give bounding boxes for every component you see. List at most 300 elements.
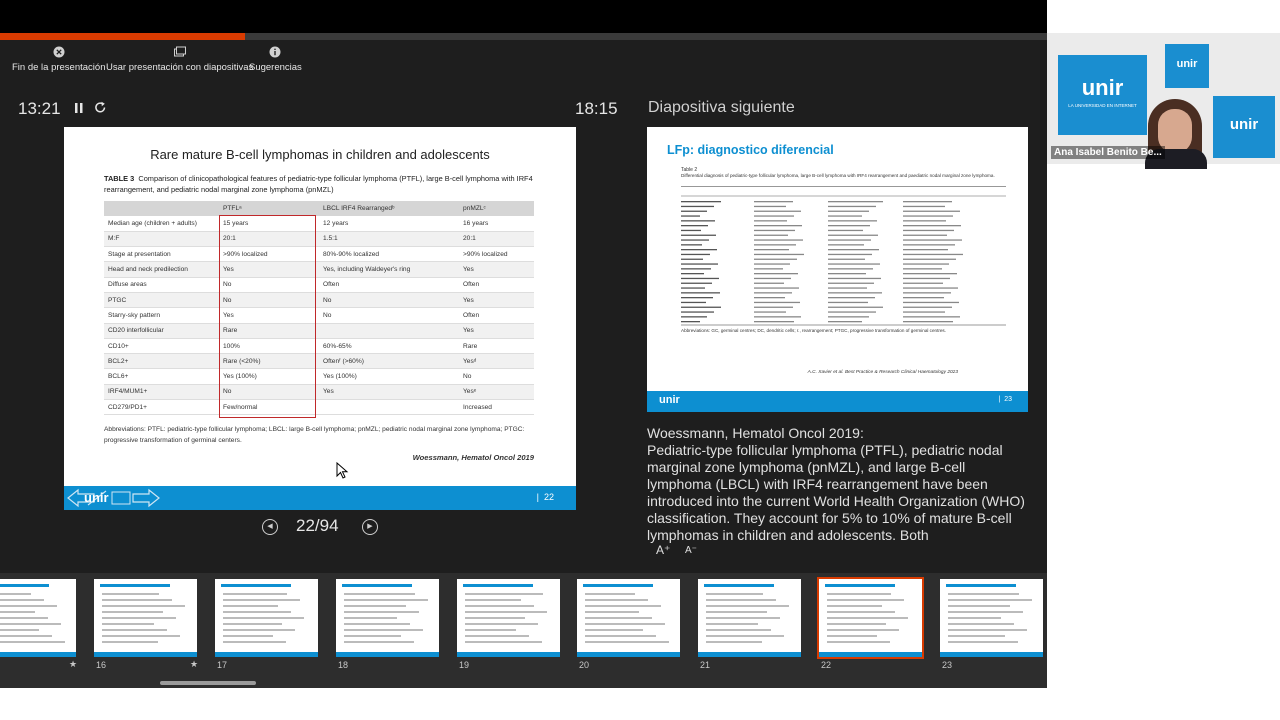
star-icon: ★: [190, 659, 199, 669]
text-line: [681, 249, 717, 250]
unir-wall-logo-text: unir: [1081, 75, 1124, 100]
thumbnail-text-line: [0, 593, 31, 595]
text-line: [754, 268, 783, 269]
text-line: [681, 287, 705, 288]
thumbnail-text-line: [0, 623, 61, 625]
text-line: [754, 220, 787, 221]
thumbnail-text-line: [223, 617, 304, 619]
slide-thumbnail[interactable]: [0, 579, 76, 657]
slides-icon: [174, 46, 186, 58]
table-cell: >90% localized: [459, 247, 534, 262]
table-cell: Yes (100%): [219, 369, 319, 384]
thumbnail-text-line: [0, 611, 35, 613]
table-row: [104, 216, 534, 231]
text-line: [828, 230, 863, 231]
info-icon: [269, 46, 281, 58]
text-line: [681, 239, 709, 240]
text-line: [828, 225, 870, 226]
thumbnail-text-line: [344, 629, 423, 631]
text-line: [681, 268, 711, 269]
text-line: [828, 278, 881, 279]
table-cell: BCL2+: [104, 354, 219, 369]
thumbnail-footer: [336, 652, 439, 657]
text-line: [828, 283, 874, 284]
text-line: [754, 292, 792, 293]
text-line: [681, 254, 710, 255]
thumbnail-text-line: [102, 599, 172, 601]
text-line: [681, 302, 706, 303]
ptfl-highlight-box: [219, 215, 316, 418]
thumbnail-text-line: [827, 641, 890, 643]
thumbnail-text-line: [465, 629, 516, 631]
table-row: [104, 338, 534, 353]
unir-wall-logo-small-text: unir: [1176, 58, 1198, 70]
thumbnail-text-line: [948, 641, 1018, 643]
thumbnail-text-line: [585, 617, 652, 619]
next-slide-preview[interactable]: [647, 127, 1028, 412]
text-line: [903, 278, 950, 279]
thumbnail-text-line: [706, 605, 789, 607]
slide-thumbnail[interactable]: [215, 579, 318, 657]
text-line: [681, 201, 721, 202]
thumbnail-text-line: [102, 593, 159, 595]
table-header-cell: [104, 201, 219, 216]
thumbnail-text-line: [585, 599, 648, 601]
table-row: [104, 323, 534, 338]
unir-wall-logo-large: [1058, 55, 1147, 135]
text-line: [903, 206, 945, 207]
text-line: [903, 215, 953, 216]
table-header-cell: PTFLᵃ: [219, 201, 319, 216]
table-cell: Yes: [319, 384, 459, 399]
text-line: [903, 244, 955, 245]
text-line: [681, 278, 719, 279]
thumbnail-text-line: [948, 635, 1005, 637]
thumbnail-title-line: [463, 584, 533, 587]
table-cell: Few/normal: [219, 400, 319, 415]
text-line: [681, 259, 703, 260]
table-cell: Increased: [459, 400, 534, 415]
slide-thumbnail[interactable]: [336, 579, 439, 657]
progress-fill: [0, 33, 245, 40]
text-line: [681, 273, 704, 274]
table-caption-text: Comparison of clinicopathological features of pediatric-type follicular lymphoma (PTFL), large B-cell lymphoma with IRF4 rearrangement, and pediatric nodal marginal zone lymphoma (pnMZL): [104, 174, 533, 194]
text-line: [754, 235, 788, 236]
next-slide-label: Diapositiva siguiente: [648, 99, 795, 116]
slide-title: Rare mature B-cell lymphomas in children and adolescents: [150, 147, 490, 162]
unir-logo: unir: [84, 490, 109, 505]
table-row: [104, 308, 534, 323]
restart-icon[interactable]: [94, 101, 107, 117]
unir-wall-logo-sub: LA UNIVERSIDAD EN INTERNET: [1068, 103, 1137, 108]
close-circle-icon: [53, 46, 65, 58]
thumbnail-scrollbar[interactable]: [160, 681, 256, 685]
text-line: [754, 316, 801, 317]
comparison-table: [104, 201, 534, 415]
table-cell: Yes: [459, 323, 534, 338]
mouse-cursor-icon: [336, 462, 348, 479]
thumbnail-text-line: [465, 593, 543, 595]
text-line: [754, 254, 804, 255]
next-table-label: Table 2: [681, 167, 698, 173]
text-line: [681, 311, 714, 312]
table-cell: Often: [319, 277, 459, 292]
thumbnail-text-line: [706, 593, 763, 595]
thumbnail-text-line: [0, 617, 48, 619]
next-unir-logo: unir: [659, 394, 680, 406]
table-cell: Often: [459, 277, 534, 292]
thumbnail-text-line: [223, 635, 273, 637]
table-cell: Rare (<20%): [219, 354, 319, 369]
text-line: [681, 211, 707, 212]
text-line: [828, 263, 880, 264]
text-line: [681, 206, 714, 207]
table-cell: Stage at presentation: [104, 247, 219, 262]
text-line: [754, 278, 791, 279]
table-cell: Oftenᶠ (>60%): [319, 354, 459, 369]
table-cell: Rare: [459, 338, 534, 353]
table-cell: IRF4/MUM1+: [104, 384, 219, 399]
text-line: [903, 239, 962, 240]
table-cell: CD10+: [104, 338, 219, 353]
navigation-arrows-icon: [66, 489, 161, 507]
speaker-notes-text: Woessmann, Hematol Oncol 2019: Pediatric-type follicular lymphoma (PTFL), pediatric nodal marginal zone lymphoma (pnMZL), and large B-cell lymphoma (LBCL) with IRF4 rearrangement have been introduced into the current World Health Organization (WHO) classification. They account for 5% to 10% of mature B-cell lymphomas in children and adolescents. Both: [647, 425, 1025, 543]
text-line: [681, 230, 701, 231]
text-line: [754, 211, 801, 212]
thumbnail-text-line: [223, 611, 291, 613]
presentation-progress-bar: [0, 33, 1047, 40]
thumbnail-text-line: [223, 599, 300, 601]
text-line: [828, 297, 875, 298]
use-slideshow-label: Usar presentación con diapositivas: [106, 62, 254, 73]
text-line: [903, 211, 960, 212]
table-cell: 15 years: [219, 216, 319, 231]
participant-name: Ana Isabel Benito Be...: [1051, 146, 1165, 159]
increase-font-button[interactable]: A⁺: [656, 543, 671, 557]
thumbnail-text-line: [706, 641, 762, 643]
thumbnail-text-line: [706, 629, 771, 631]
thumbnail-text-line: [827, 617, 908, 619]
thumbnail-text-line: [223, 641, 286, 643]
next-abbreviations: Abbreviations: GC, germinal centres; DC, dendritic cells; r., rearrangement; PTGC, progressive transformation of germinal centres.: [681, 328, 947, 333]
text-line: [903, 201, 952, 202]
unir-wall-logo-right: [1213, 96, 1275, 158]
text-line: [828, 235, 878, 236]
text-line: [681, 321, 700, 322]
text-line: [828, 316, 869, 317]
thumbnail-text-line: [465, 611, 547, 613]
thumbnail-text-line: [344, 599, 428, 601]
slide-footer: [64, 486, 576, 510]
thumbnail-text-line: [706, 635, 784, 637]
table-header-row: [104, 201, 534, 216]
text-line: [754, 230, 795, 231]
text-line: [754, 206, 786, 207]
table-row: [104, 384, 534, 399]
text-line: [828, 249, 879, 250]
table-row: [104, 231, 534, 246]
thumbnail-text-line: [948, 629, 1027, 631]
thumbnail-text-line: [344, 611, 419, 613]
thumbnail-text-line: [827, 623, 886, 625]
thumbnail-text-line: [0, 629, 39, 631]
slide-number: | 22: [536, 492, 554, 502]
thumbnail-text-line: [102, 623, 154, 625]
next-slide-number: | 23: [998, 396, 1012, 403]
table-cell: CD20 interfollicular: [104, 323, 219, 338]
thumbnail-text-line: [948, 599, 1032, 601]
text-line: [828, 259, 865, 260]
thumbnail-text-line: [585, 641, 669, 643]
thumbnail-number: 18: [338, 660, 349, 670]
thumbnail-text-line: [223, 623, 282, 625]
tips-button[interactable]: [249, 46, 302, 73]
next-slide-footer: [647, 391, 1028, 412]
unir-wall-logo-right-text: unir: [1229, 116, 1259, 133]
table-cell: Yes (100%): [319, 369, 459, 384]
thumbnail-text-line: [827, 635, 877, 637]
table-cell: No: [459, 369, 534, 384]
table-cell: Yes, including Waldeyer's ring: [319, 262, 459, 277]
thumbnail-text-line: [585, 611, 639, 613]
slide-position: 22/94: [296, 516, 339, 535]
text-line: [903, 263, 949, 264]
text-line: [828, 215, 862, 216]
text-line: [903, 273, 957, 274]
table-caption-label: TABLE 3: [104, 174, 135, 183]
thumbnail-text-line: [948, 617, 1001, 619]
thumbnail-footer: [457, 652, 560, 657]
thumbnail-text-line: [102, 605, 185, 607]
text-line: [754, 311, 786, 312]
table-caption: [104, 173, 536, 195]
thumbnail-footer: [577, 652, 680, 657]
text-line: [754, 259, 797, 260]
table-cell: 20:1: [219, 231, 319, 246]
text-line: [828, 307, 883, 308]
thumbnail-text-line: [706, 617, 780, 619]
thumbnail-text-line: [344, 623, 410, 625]
table-cell: No: [219, 277, 319, 292]
table-row: [104, 262, 534, 277]
table-cell: [319, 323, 459, 338]
text-line: [681, 283, 712, 284]
text-line: [681, 244, 702, 245]
table-cell: Head and neck predilection: [104, 262, 219, 277]
next-table-description: Differential diagnosis of pediatric-type follicular lymphoma, large B-cell lymphoma with IRF4 rearrangement and paediatric nodal marginal zone lymphoma.: [681, 173, 995, 178]
thumbnail-text-line: [948, 593, 1019, 595]
table-cell: BCL6+: [104, 369, 219, 384]
text-line: [828, 244, 864, 245]
slide-thumbnail-strip[interactable]: [0, 573, 1047, 688]
previous-slide-button[interactable]: ◀: [262, 519, 278, 535]
text-line: [754, 225, 802, 226]
participant-video: [1047, 33, 1280, 164]
table-header-cell: LBCL IRF4 Rearrangedᵇ: [319, 201, 459, 216]
thumbnail-text-line: [585, 635, 656, 637]
thumbnail-text-line: [0, 635, 52, 637]
slide-number-value: 22: [543, 492, 554, 502]
slide-thumbnail[interactable]: [94, 579, 197, 657]
pause-icon[interactable]: [74, 101, 84, 117]
text-line: [903, 287, 958, 288]
text-line: [681, 225, 708, 226]
thumbnail-text-line: [223, 593, 287, 595]
slide-thumbnail[interactable]: [577, 579, 680, 657]
thumbnail-text-line: [344, 605, 406, 607]
text-line: [903, 283, 943, 284]
table-cell: 60%-65%: [319, 338, 459, 353]
text-line: [828, 201, 883, 202]
table-cell: M:F: [104, 231, 219, 246]
table-cell: Yes: [219, 308, 319, 323]
thumbnail-number: 16: [96, 660, 107, 670]
text-line: [754, 321, 794, 322]
text-line: [754, 244, 796, 245]
thumbnail-text-line: [465, 623, 538, 625]
thumbnail-number: 23: [942, 660, 953, 670]
thumbnail-text-line: [948, 623, 1014, 625]
star-icon: ★: [69, 659, 78, 669]
thumbnail-text-line: [102, 611, 163, 613]
thumbnail-number: 20: [579, 660, 590, 670]
text-line: [903, 254, 963, 255]
text-line: [903, 292, 951, 293]
text-line: [903, 259, 956, 260]
current-slide[interactable]: [64, 127, 576, 510]
slide-thumbnail[interactable]: [457, 579, 560, 657]
next-table-body: [681, 186, 1006, 326]
text-line: [903, 220, 946, 221]
text-line: [903, 307, 952, 308]
thumbnail-text-line: [585, 605, 661, 607]
text-line: [754, 297, 785, 298]
slide-thumbnail[interactable]: [940, 579, 1043, 657]
thumbnail-text-line: [585, 629, 643, 631]
table-cell: 20:1: [459, 231, 534, 246]
slide-thumbnail[interactable]: [698, 579, 801, 657]
text-line: [903, 230, 954, 231]
text-line: [681, 307, 721, 308]
thumbnail-text-line: [706, 623, 758, 625]
next-slide-button[interactable]: ▶: [362, 519, 378, 535]
thumbnail-title-line: [0, 584, 49, 587]
text-line: [903, 321, 953, 322]
text-line: [903, 249, 948, 250]
thumbnail-number: 22: [821, 660, 832, 670]
table-cell: PTGC: [104, 292, 219, 307]
thumbnail-text-line: [465, 605, 534, 607]
text-line: [681, 220, 715, 221]
text-line: [754, 307, 793, 308]
thumbnail-title-line: [946, 584, 1016, 587]
thumbnail-footer: [215, 652, 318, 657]
decrease-font-button[interactable]: A⁻: [685, 545, 697, 556]
slide-thumbnail[interactable]: [819, 579, 922, 657]
next-slide-number-value: 23: [1004, 396, 1012, 403]
thumbnail-footer: [698, 652, 801, 657]
text-line: [903, 235, 947, 236]
top-black-bar: [0, 0, 1047, 33]
thumbnail-title-line: [825, 584, 895, 587]
text-line: [828, 321, 862, 322]
thumbnail-text-line: [827, 611, 895, 613]
table-cell: No: [319, 292, 459, 307]
thumbnail-text-line: [0, 605, 57, 607]
thumbnail-title-line: [583, 584, 653, 587]
text-line: [828, 220, 877, 221]
text-line: [754, 249, 789, 250]
table-cell: >90% localized: [219, 247, 319, 262]
thumbnail-title-line: [342, 584, 412, 587]
table-cell: Yes: [459, 292, 534, 307]
table-cell: Diffuse areas: [104, 277, 219, 292]
elapsed-timer: 13:21: [18, 99, 61, 118]
next-slide-title: LFp: diagnostico diferencial: [667, 143, 834, 157]
thumbnail-text-line: [706, 611, 767, 613]
end-presentation-button[interactable]: [12, 46, 105, 73]
text-line: [754, 201, 793, 202]
table-cell: 1.5:1: [319, 231, 459, 246]
table-row: [104, 247, 534, 262]
table-cell: Often: [459, 308, 534, 323]
table-row: [104, 292, 534, 307]
thumbnail-text-line: [223, 605, 278, 607]
text-line: [754, 273, 798, 274]
thumbnail-text-line: [827, 593, 891, 595]
table-cell: Yes: [459, 262, 534, 277]
table-cell: Rare: [219, 323, 319, 338]
use-slideshow-button[interactable]: [106, 46, 253, 73]
thumbnail-number: 19: [459, 660, 470, 670]
thumbnail-text-line: [223, 629, 295, 631]
text-line: [754, 215, 794, 216]
text-line: [681, 235, 716, 236]
text-line: [828, 268, 873, 269]
text-line: [903, 311, 945, 312]
thumbnail-text-line: [0, 641, 65, 643]
speaker-notes[interactable]: [647, 425, 1027, 543]
text-line: [828, 292, 882, 293]
text-line: [754, 263, 790, 264]
text-line: [681, 316, 707, 317]
text-line: [681, 215, 700, 216]
table-row: [104, 277, 534, 292]
thumbnail-text-line: [465, 635, 529, 637]
text-line: [754, 302, 800, 303]
table-cell: [319, 400, 459, 415]
text-line: [903, 297, 944, 298]
thumbnail-text-line: [344, 641, 414, 643]
thumbnail-number: 21: [700, 660, 711, 670]
text-line: [903, 302, 959, 303]
text-line: [903, 225, 961, 226]
thumbnail-text-line: [706, 599, 776, 601]
thumbnail-footer: [819, 652, 922, 657]
table-cell: CD279/PD1+: [104, 400, 219, 415]
table-row: [104, 354, 534, 369]
table-cell: No: [219, 292, 319, 307]
thumbnail-text-line: [344, 617, 397, 619]
text-line: [828, 211, 869, 212]
text-line: [754, 283, 784, 284]
thumbnail-text-line: [102, 629, 167, 631]
next-reference: A.C. Xavier et al. Best Practice & Research Clinical Haematology 2023: [807, 370, 958, 375]
tips-label: Sugerencias: [249, 62, 302, 73]
thumbnail-text-line: [948, 611, 1023, 613]
slide-reference: Woessmann, Hematol Oncol 2019: [412, 453, 534, 462]
table-cell: Median age (children + adults): [104, 216, 219, 231]
